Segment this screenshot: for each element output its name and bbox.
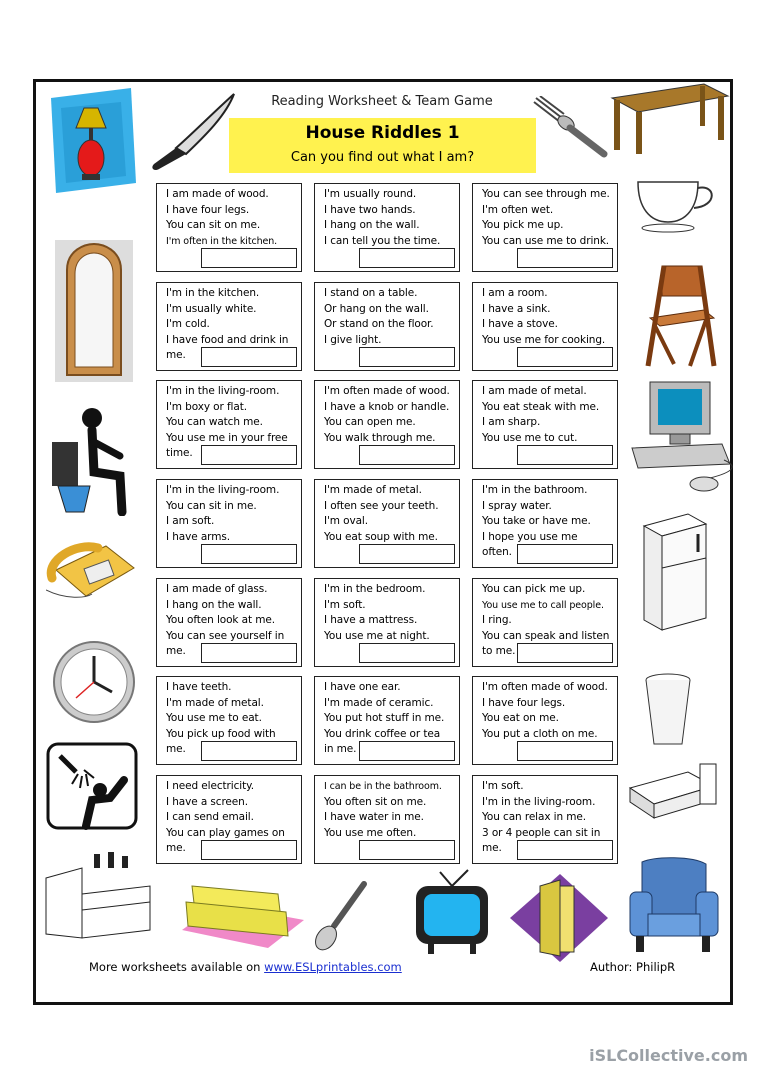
answer-box[interactable]	[359, 643, 455, 663]
sofa-picture	[178, 872, 306, 956]
riddle-line: You can sit in me.	[166, 499, 257, 512]
riddle-line: time.	[166, 447, 193, 459]
riddle-line: I'm made of metal.	[166, 696, 264, 709]
riddle-card	[314, 479, 460, 568]
riddle-line: in me.	[324, 743, 357, 755]
riddle-line: I'm in the bathroom.	[482, 484, 588, 496]
riddle-line: You often look at me.	[166, 614, 275, 626]
knife-picture	[146, 90, 238, 172]
riddle-line: I have a sink.	[482, 302, 551, 315]
answer-box[interactable]	[517, 248, 613, 268]
computer-picture	[630, 380, 738, 496]
riddle-card	[156, 775, 302, 864]
answer-box[interactable]	[359, 347, 455, 367]
fridge-picture	[640, 512, 712, 632]
riddle-line: You drink coffee or tea	[324, 727, 441, 740]
title-box	[229, 118, 536, 173]
riddle-card	[472, 380, 618, 469]
answer-box[interactable]	[359, 741, 455, 761]
riddle-line: I am made of metal.	[482, 385, 587, 397]
riddle-line: You take or have me.	[482, 515, 591, 527]
riddle-line: I'm in the bedroom.	[324, 583, 426, 595]
riddle-line: I have one ear.	[324, 681, 401, 693]
answer-box[interactable]	[359, 248, 455, 268]
riddle-line: You eat on me.	[482, 712, 559, 724]
mirror-picture	[55, 240, 133, 382]
answer-box[interactable]	[201, 741, 297, 761]
riddle-line: You eat soup with me.	[324, 530, 438, 543]
riddle-line: You often sit on me.	[324, 795, 427, 808]
riddle-line: I hang on the wall.	[166, 598, 262, 611]
riddle-line: You can open me.	[324, 416, 416, 428]
riddle-line: You can speak and listen	[482, 629, 610, 642]
riddle-line: I'm often made of wood.	[482, 681, 608, 693]
riddle-line: Or stand on the floor.	[324, 318, 434, 330]
riddle-line: I can send email.	[166, 811, 254, 823]
lamp-picture	[46, 88, 136, 196]
riddle-line: I have four legs.	[482, 696, 566, 709]
riddle-card	[472, 282, 618, 371]
riddle-line: I have arms.	[166, 530, 230, 543]
table-picture	[608, 82, 732, 156]
riddle-line: I have a knob or handle.	[324, 400, 450, 413]
fork-picture	[530, 96, 612, 162]
toilet-picture	[50, 406, 134, 516]
answer-box[interactable]	[201, 544, 297, 564]
riddle-line: me.	[166, 842, 186, 854]
riddle-card	[156, 183, 302, 272]
riddle-line: You can play games on	[166, 826, 285, 839]
riddle-line: I hang on the wall.	[324, 219, 420, 231]
riddle-line: You use me at night.	[324, 629, 430, 642]
riddle-line: Or hang on the wall.	[324, 302, 429, 315]
riddle-line: I am a room.	[482, 287, 548, 299]
riddle-line: I spray water.	[482, 499, 552, 512]
riddle-line: I'm often wet.	[482, 203, 554, 216]
riddle-line: You can watch me.	[166, 416, 263, 428]
riddle-line: I ring.	[482, 614, 512, 626]
riddle-line: I'm boxy or flat.	[166, 400, 247, 413]
riddle-line: You use me in your free	[166, 431, 288, 444]
riddle-line: me.	[166, 349, 186, 361]
riddle-card	[156, 380, 302, 469]
riddle-line: You eat steak with me.	[482, 400, 600, 413]
riddle-line: 3 or 4 people can sit in	[482, 826, 601, 839]
bed-picture	[624, 762, 722, 824]
answer-box[interactable]	[201, 445, 297, 465]
answer-box[interactable]	[517, 741, 613, 761]
riddle-line: me.	[482, 842, 502, 854]
riddle-line: I have teeth.	[166, 681, 232, 693]
footer-link[interactable]: www.ESLprintables.com	[264, 960, 402, 974]
riddle-line: to me.	[482, 645, 516, 657]
riddle-line: I have food and drink in	[166, 333, 289, 346]
answer-box[interactable]	[359, 544, 455, 564]
riddle-line: I can be in the bathroom.	[324, 781, 442, 792]
worksheet-subtitle: Can you find out what I am?	[290, 150, 475, 165]
riddle-line: You use me to cut.	[482, 431, 578, 444]
riddle-line: I am sharp.	[482, 416, 541, 428]
riddle-line: I have four legs.	[166, 203, 250, 216]
worksheet-title: House Riddles 1	[305, 123, 460, 143]
riddle-line: I'm made of metal.	[324, 484, 422, 496]
riddle-line: I'm oval.	[324, 515, 368, 527]
riddle-line: You can use me to drink.	[482, 234, 610, 247]
clock-picture	[52, 640, 136, 724]
riddle-card	[314, 676, 460, 765]
riddle-line: I'm in the kitchen.	[166, 287, 260, 299]
answer-box[interactable]	[201, 643, 297, 663]
answer-box[interactable]	[517, 840, 613, 860]
answer-box[interactable]	[201, 248, 297, 268]
riddle-card	[472, 183, 618, 272]
riddle-card	[472, 775, 618, 864]
riddle-card	[472, 479, 618, 568]
riddle-line: You use me often.	[324, 826, 417, 839]
kitchen-picture	[42, 850, 154, 942]
chair-picture	[640, 262, 722, 370]
riddle-card	[314, 578, 460, 667]
riddle-line: I'm cold.	[166, 318, 210, 330]
riddle-card	[314, 282, 460, 371]
riddle-line: often.	[482, 546, 512, 558]
spoon-picture	[312, 880, 372, 952]
author-credit: Author: PhilipR	[590, 960, 676, 974]
worksheet-header: Reading Worksheet & Team Game	[271, 94, 493, 109]
riddle-card	[156, 676, 302, 765]
riddle-line: I have a stove.	[482, 318, 558, 330]
answer-box[interactable]	[359, 445, 455, 465]
riddle-line: I am soft.	[166, 515, 215, 527]
riddle-line: You put hot stuff in me.	[324, 712, 445, 724]
riddle-line: You can sit on me.	[166, 219, 261, 231]
riddle-line: I'm soft.	[482, 780, 524, 792]
riddle-line: I'm in the living-room.	[482, 795, 596, 808]
door-picture	[508, 872, 610, 964]
riddle-line: I stand on a table.	[324, 287, 418, 299]
telephone-picture	[46, 540, 136, 602]
riddle-line: You pick me up.	[482, 219, 564, 231]
riddle-line: I'm soft.	[324, 598, 366, 611]
shower-picture	[46, 742, 138, 830]
answer-box[interactable]	[517, 643, 613, 663]
footer-text	[89, 960, 402, 974]
riddle-line: I'm usually white.	[166, 302, 257, 315]
answer-box[interactable]	[517, 544, 613, 564]
riddle-line: I'm often made of wood.	[324, 385, 450, 397]
riddle-card	[472, 676, 618, 765]
riddle-line: You use me for cooking.	[482, 333, 606, 346]
riddle-line: I can tell you the time.	[324, 234, 441, 247]
answer-box[interactable]	[517, 445, 613, 465]
riddle-line: I hope you use me	[482, 530, 578, 543]
glass-picture	[642, 672, 694, 750]
watermark: iSLCollective.com	[589, 1046, 748, 1065]
riddle-card	[314, 380, 460, 469]
riddle-card	[314, 183, 460, 272]
riddle-line: I often see your teeth.	[324, 499, 439, 512]
riddle-line: I'm made of ceramic.	[324, 696, 434, 709]
riddle-card	[156, 578, 302, 667]
armchair-picture	[626, 856, 720, 956]
riddle-card	[156, 282, 302, 371]
answer-box[interactable]	[201, 347, 297, 367]
riddle-line: You use me to call people.	[482, 599, 604, 611]
riddle-line: me.	[166, 743, 186, 755]
riddle-line: I have water in me.	[324, 811, 424, 823]
riddle-line: I am made of wood.	[166, 188, 269, 200]
riddle-card	[472, 578, 618, 667]
riddle-line: You pick up food with	[166, 727, 276, 740]
footer-prefix: More worksheets available on	[89, 960, 265, 974]
riddle-line: I'm usually round.	[324, 188, 417, 200]
riddle-line: I'm often in the kitchen.	[166, 235, 278, 247]
riddle-line: I have a mattress.	[324, 614, 418, 626]
riddle-line: I'm in the living-room.	[166, 385, 280, 397]
teacup-picture	[634, 178, 722, 234]
answer-box[interactable]	[359, 840, 455, 860]
answer-box[interactable]	[201, 840, 297, 860]
riddle-line: You can see through me.	[482, 188, 610, 200]
riddle-line: You can see yourself in	[166, 629, 285, 642]
riddle-line: You put a cloth on me.	[482, 727, 598, 740]
answer-box[interactable]	[517, 347, 613, 367]
riddle-line: You can relax in me.	[482, 811, 587, 823]
riddle-line: You walk through me.	[324, 431, 436, 444]
riddle-line: I give light.	[324, 333, 382, 346]
riddle-line: I am made of glass.	[166, 583, 268, 595]
riddle-line: I have two hands.	[324, 203, 416, 216]
riddle-line: You use me to eat.	[166, 712, 262, 724]
riddle-line: You can pick me up.	[482, 583, 586, 595]
tv-picture	[414, 868, 490, 958]
riddle-card	[156, 479, 302, 568]
riddle-line: I'm in the living-room.	[166, 484, 280, 496]
riddle-line: I need electricity.	[166, 780, 254, 792]
riddle-line: I have a screen.	[166, 795, 248, 808]
riddle-card	[314, 775, 460, 864]
riddle-line: me.	[166, 645, 186, 657]
